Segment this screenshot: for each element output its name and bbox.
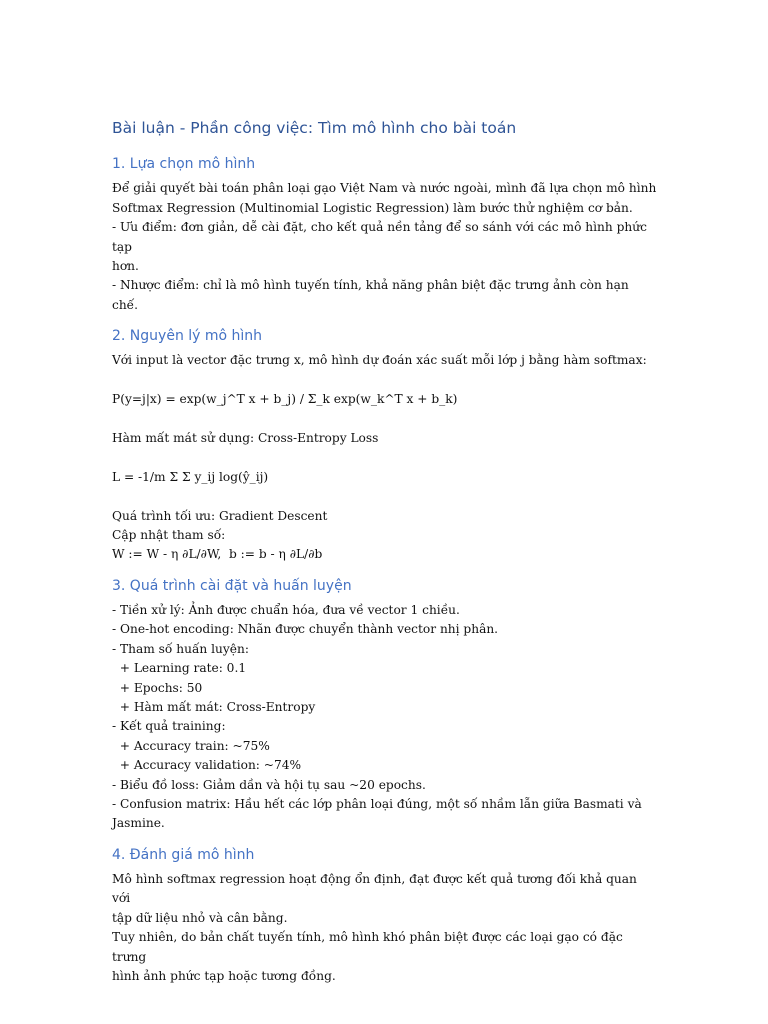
blank-line: [112, 487, 657, 506]
text-line: Softmax Regression (Multinomial Logistic Regression) làm bước thử nghiệm cơ bản.: [112, 200, 633, 215]
text-line: - Tham số huấn luyện:: [112, 641, 249, 656]
text-line: + Epochs: 50: [112, 680, 203, 695]
section-model-selection: [112, 155, 657, 315]
document-page: [112, 118, 657, 998]
text-line: + Accuracy train: ~75%: [112, 738, 270, 753]
text-line: Quá trình tối ưu: Gradient Descent: [112, 508, 328, 523]
text-line: Jasmine.: [112, 816, 165, 831]
text-line: - Kết quả training:: [112, 719, 226, 734]
section-body: [112, 179, 657, 315]
document-title: Bài luận - Phần công việc: Tìm mô hình cho bài toán: [112, 119, 517, 137]
text-line: Hàm mất mát sử dụng: Cross-Entropy Loss: [112, 430, 379, 445]
text-line: hơn.: [112, 258, 139, 273]
text-line: - Tiền xử lý: Ảnh được chuẩn hóa, đưa về vector 1 chiều.: [112, 602, 460, 617]
section-body: [112, 870, 657, 986]
section-training: [112, 577, 657, 834]
section-heading: 4. Đánh giá mô hình: [112, 846, 255, 863]
section-model-principle: [112, 327, 657, 565]
text-line: - Nhược điểm: chỉ là mô hình tuyến tính, khả năng phân biệt đặc trưng ảnh còn hạn chế.: [112, 278, 629, 312]
formula-line: P(y=j|x) = exp(w_j^T x + b_j) / Σ_k exp(w_k^T x + b_k): [112, 392, 458, 407]
section-heading: 1. Lựa chọn mô hình: [112, 156, 256, 173]
text-line: Cập nhật tham số:: [112, 527, 226, 542]
text-line: + Hàm mất mát: Cross-Entropy: [112, 699, 316, 714]
text-line: Với input là vector đặc trưng x, mô hình dự đoán xác suất mỗi lớp j bằng hàm softmax:: [112, 353, 647, 368]
text-line: hình ảnh phức tạp hoặc tương đồng.: [112, 969, 336, 984]
text-line: + Learning rate: 0.1: [112, 661, 247, 676]
text-line: Mô hình softmax regression hoạt động ổn định, đạt được kết quả tương đối khả quan với: [112, 872, 637, 906]
text-line: Để giải quyết bài toán phân loại gạo Việt Nam và nước ngoài, mình đã lựa chọn mô hình: [112, 181, 657, 196]
section-body: [112, 351, 657, 564]
text-line: - Ưu điểm: đơn giản, dễ cài đặt, cho kết quả nền tảng để so sánh với các mô hình phức tạp: [112, 220, 647, 254]
blank-line: [112, 371, 657, 390]
formula-line: W := W - η ∂L/∂W, b := b - η ∂L/∂b: [112, 547, 323, 562]
blank-line: [112, 410, 657, 429]
text-line: Tuy nhiên, do bản chất tuyến tính, mô hình khó phân biệt được các loại gạo có đặc trưng: [112, 930, 623, 964]
formula-line: L = -1/m Σ Σ y_ij log(ŷ_ij): [112, 469, 269, 484]
section-evaluation: [112, 846, 657, 987]
text-line: tập dữ liệu nhỏ và cân bằng.: [112, 910, 288, 925]
blank-line: [112, 448, 657, 467]
text-line: + Accuracy validation: ~74%: [112, 758, 302, 773]
section-heading: 2. Nguyên lý mô hình: [112, 328, 263, 345]
section-body: [112, 601, 657, 834]
section-heading: 3. Quá trình cài đặt và huấn luyện: [112, 577, 352, 594]
text-line: - Biểu đồ loss: Giảm dần và hội tụ sau ~20 epochs.: [112, 777, 426, 792]
text-line: - One-hot encoding: Nhãn được chuyển thành vector nhị phân.: [112, 622, 499, 637]
text-line: - Confusion matrix: Hầu hết các lớp phân loại đúng, một số nhầm lẫn giữa Basmati và: [112, 797, 642, 812]
